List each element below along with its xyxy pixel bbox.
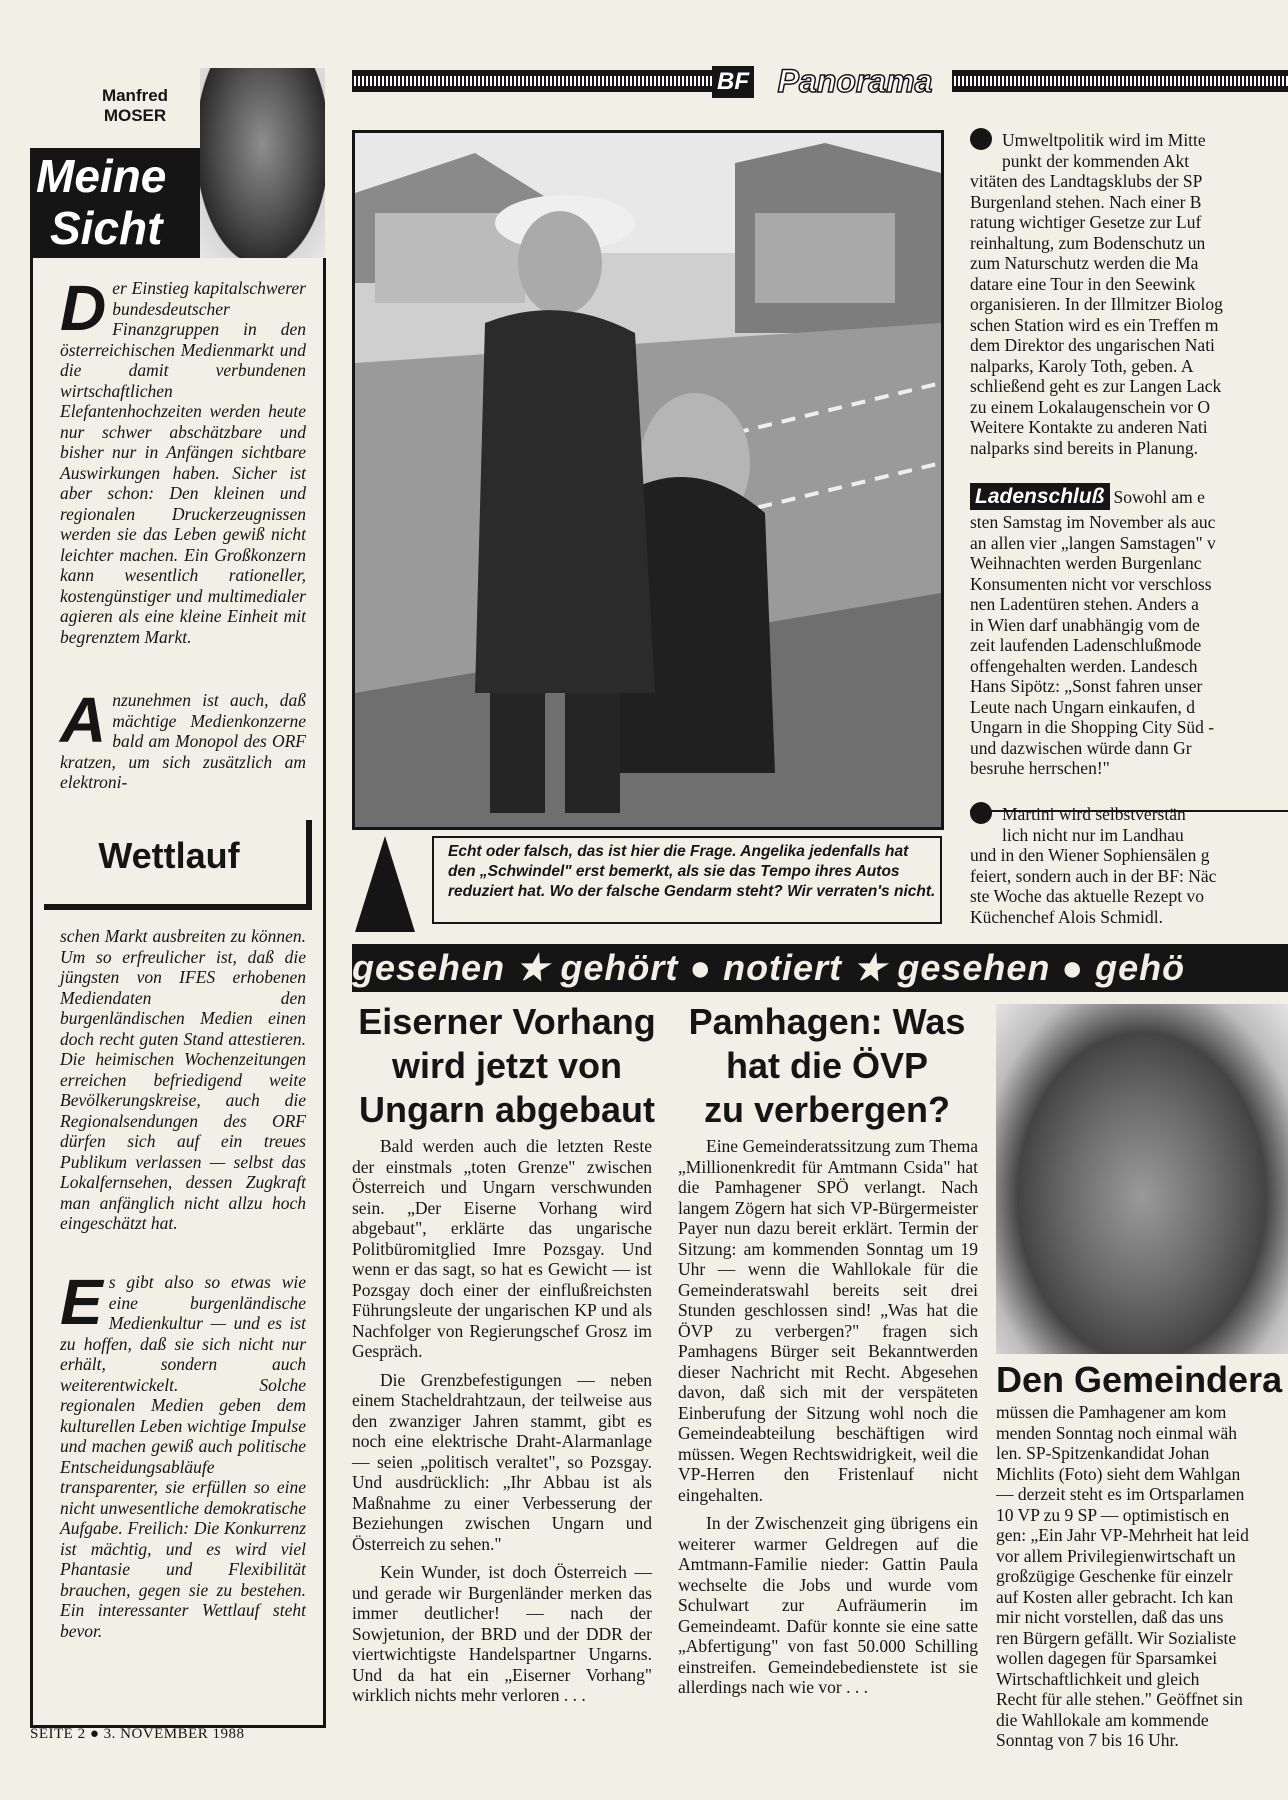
text-line: gen: „Ein Jahr VP-Mehrheit hat leid: [996, 1525, 1249, 1545]
line-text: und dazwischen würde dann Gr: [970, 737, 1192, 758]
text-line: [970, 356, 1288, 377]
text-line: [970, 594, 1288, 615]
article-2-body: Eine Gemeinderatssitzung zum Thema „Millionenkredit für Amtmann Csida" hat die Pamhagener SPÖ verlangt. Nach langem Zögern hat sich VP-Bürgermeister Payer nun dazu bereit erklärt. Termin der Sitzung: am kommenden Sonntag um 19 Uhr — wenn die Wahllokale für die Gemeinderatswahl bereits seit drei Stunden geschlossen sind! „Was hat die ÖVP zu verbergen?" fragen sich Pamhagens Bürger seit Bekanntwerden dieser Nachricht mit Recht. Abgesehen davon, daß sich mit der verspäteten Einberufung der Sitzung wohl noch die Gemeindeabteilung beschäftigen wird müssen. Wegen Rechtswidrigkeit, weil die VP-Herren den Fristenlauf nicht eingehalten. In der Zwischenzeit ging übrigens ein weiterer warmer Geldregen auf die Amtmann-Familie nieder: Gattin Paula wechselte die Jobs und wurde vom Schulwart zur Aufräumerin im Gemeindeamt. Dafür konnte sie eine satte „Abfertigung" von fast 50.000 Schilling einstreifen. Gemeindebedienstete ist sie allerdings nach wie vor . . .: [678, 1136, 978, 1697]
text-line: Wirtschaftlichkeit und gleich: [996, 1668, 1200, 1689]
line-text: an allen vier „langen Samstagen" v: [970, 532, 1216, 553]
text-line: [970, 274, 1288, 295]
text-line: [970, 212, 1288, 233]
article-3-body: [996, 1402, 1288, 1751]
line-text: zum Naturschutz werden die Ma: [970, 253, 1199, 273]
text-line: [970, 533, 1288, 554]
article-1-body: Bald werden auch die letzten Reste der einstmals „toten Grenze" zwischen Österreich und Ungarn verschwunden sein. „Der Eiserne Vorhang wird abgebaut", erklärte das ungarische Politbüromitglied Imre Pozsgay. Und wenn er das sagt, so hat es Gewicht — ist Pozsgay doch einer der einflußreichsten Führungsleute der ungarischen KP und als Nachfolger von Regierungschef Grosz im Gespräch. Die Grenzbefestigungen — neben einem Stacheldrahtzaun, der teilweise aus den zwanziger Jahren stammt, gibt es noch eine elektrische Draht-Alarmanlage — seien „politisch veraltet", so Pozsgay. Und ausdrücklich: „Ihr Abbau ist als Maßnahme zu einer Verbesserung der Beziehungen zwischen Ungarn und Österreich zu sehen." Kein Wunder, ist doch Österreich — und gerade wir Burgenländer merken das immer deutlicher! — nach der Sowjetunion, der BRD und der DDR der viertwichtigste Handelspartner Ungarns. Und da hat ein „Eiserner Vorhang" wirklich nichts mehr verloren . . .: [352, 1136, 652, 1705]
line-text: schließend geht es zur Langen Lack: [970, 376, 1222, 396]
drop-cap: E: [60, 1266, 103, 1338]
text-line: [970, 233, 1288, 254]
news-item-ladenschluss: [970, 482, 1288, 792]
main-photo: [352, 130, 944, 830]
text-line: Sonntag von 7 bis 16 Uhr.: [996, 1730, 1179, 1750]
text-line: [970, 845, 1288, 866]
line-text: punkt der kommenden Akt: [1002, 150, 1190, 171]
photo-caption: Echt oder falsch, das ist hier die Frage. Angelika jedenfalls hat den „Schwindel" erst bemerkt, als sie das Tempo ihres Autos reduziert hat. Wo der falsche Gendarm steht? Wir verraten's nicht.: [448, 843, 936, 900]
text-line: müssen die Pamhagener am kom: [996, 1402, 1227, 1422]
article-1-headline: Eiserner Vorhang wird jetzt von Ungarn abgebaut: [358, 1001, 656, 1130]
line-text: feiert, sondern auch in der BF: Näc: [970, 865, 1217, 886]
line-text: organisieren. In der Illmitzer Biolog: [970, 294, 1223, 314]
text-line: wollen dagegen für Sparsamkei: [996, 1648, 1218, 1668]
text-line: [970, 866, 1288, 887]
author-last-name: MOSER: [103, 106, 167, 125]
text-line: [970, 315, 1288, 336]
text-line: [970, 758, 1288, 779]
text-line: [970, 717, 1288, 738]
text-line: ren Bürgern gefällt. Wir Sozialiste: [996, 1627, 1237, 1648]
text-line: [970, 553, 1288, 574]
ticker-text: gesehen ★ gehört ● notiert ★ gesehen ● gehö: [352, 947, 1186, 988]
column-title: Meine Sicht: [36, 150, 167, 254]
text-line: [970, 128, 1288, 151]
line-text: sten Samstag im November als auc: [970, 512, 1216, 532]
line-text: ratung wichtiger Gesetze zur Luf: [970, 212, 1202, 232]
line-text: Ungarn in die Shopping City Süd -: [970, 717, 1215, 737]
line-text: zu einem Lokalaugenschein vor O: [970, 396, 1211, 417]
header-rule-left: [352, 70, 712, 92]
text-line: len. SP-Spitzenkandidat Johan: [996, 1443, 1210, 1463]
line-text: Burgenland stehen. Nach einer B: [970, 191, 1202, 212]
line-text: Leute nach Ungarn einkaufen, d: [970, 696, 1195, 717]
column-paragraph-4: Es gibt also so etwas wie eine burgenländische Medienkultur — und es ist zu hoffen, daß sie sich nicht nur erhält, sondern auch weiterentwickelt. Solche regionalen Medien geben dem kulturellen Leben wichtige Impulse und machen gewiß auch politische Entscheidungsabläufe transparenter, sie erfüllen so eine nicht unwesentliche demokratische Aufgabe. Freilich: Die Konkurrenz ist mächtig, und es wird viel Phantasie und Flexibilität brauchen, gegen sie zu bestehen. Ein interessanter Wettlauf steht bevor.: [60, 1266, 306, 1641]
bullet-icon: [970, 128, 992, 150]
text-line: auf Kosten aller gebracht. Ich kan: [996, 1586, 1234, 1607]
news-item-martini: [970, 802, 1288, 932]
column-subhead: Wettlauf: [98, 835, 240, 876]
text-line: Recht für alle stehen." Geöffnet sin: [996, 1689, 1243, 1709]
line-text: und in den Wiener Sophiensälen g: [970, 845, 1210, 865]
line-text: Küchenchef Alois Schmidl.: [970, 906, 1163, 927]
text-line: [970, 417, 1288, 438]
line-text: schen Station wird es ein Treffen m: [970, 314, 1219, 335]
header-rule-right: [952, 70, 1288, 92]
article-3-headline: Den Gemeindera: [996, 1359, 1283, 1400]
text-line: [970, 574, 1288, 595]
text-line: großzügige Geschenke für einzelr: [996, 1566, 1233, 1586]
line-text: Konsumenten nicht vor verschloss: [970, 573, 1212, 594]
column-paragraph-1: Der Einstieg kapitalschwerer bundesdeutscher Finanzgruppen in den österreichischen Medienmarkt und die damit verbundenen wirtschaftlichen Elefantenhochzeiten werden heute nur schwer abschätzbare und bisher nur in Anfängen sichtbare Auswirkungen haben. Sicher ist aber schon: Den kleinen und regionalen Druckerzeugnissen werden sie das Leben gewiß nicht leichter machen. Ein Großkonzern kann wesentlich rationeller, kostengünstiger und multimedialer agieren als eine kleine Einheit mit begrenztem Markt.: [60, 272, 306, 647]
line-text: lich nicht nur im Landhau: [1002, 824, 1184, 845]
line-text: Weihnachten werden Burgenlanc: [970, 553, 1202, 573]
text-line: [970, 635, 1288, 656]
text-line: [970, 825, 1288, 846]
text-line: [970, 335, 1288, 356]
author-first-name: Manfred: [101, 86, 169, 105]
bullet-icon: [970, 802, 992, 824]
text-line: [970, 738, 1288, 759]
text-line: [970, 512, 1288, 533]
text-line: mir nicht vorstellen, daß das uns: [996, 1607, 1224, 1627]
line-text: Sowohl am e: [1113, 487, 1205, 507]
section-logo: BF: [712, 66, 754, 98]
drop-cap: D: [60, 272, 107, 344]
text-line: [970, 482, 1288, 512]
column-paragraph-2: Anzunehmen ist auch, daß mächtige Medienkonzerne bald am Monopol des ORF kratzen, um sich zusätzlich am elektroni-: [60, 684, 306, 792]
text-line: [970, 697, 1288, 718]
text-line: menden Sonntag noch einmal wäh: [996, 1422, 1238, 1443]
column-paragraph-3: schen Markt ausbreiten zu können. Um so erfreulicher ist, daß die jüngsten von IFES erhobenen Mediendaten den burgenländischen Medien einen doch recht guten Stand attestieren. Die heimischen Wochenzeitungen erreichen befriedigend weite Bevölkerungskreise, auch die Regionalsendungen des ORF dürfen sich auf ein treues Publikum verlassen — selbst das Lokalfernsehen, dessen Zugkraft man anfänglich nicht allzu hoch eingeschätzt hat.: [60, 926, 306, 1233]
text-line: [970, 376, 1288, 397]
text-line: [970, 656, 1288, 677]
line-text: in Wien darf unabhängig vom de: [970, 614, 1200, 635]
text-line: vor allem Privilegienwirtschaft un: [996, 1545, 1236, 1566]
drop-cap: A: [60, 684, 107, 756]
kicker-label: Ladenschluß: [970, 483, 1110, 510]
line-text: Martini wird selbstverstän: [1002, 804, 1186, 824]
line-text: Weitere Kontakte zu anderen Nati: [970, 417, 1208, 437]
line-text: nen Ladentüren stehen. Anders a: [970, 594, 1199, 614]
text-line: [970, 397, 1288, 418]
text-line: [970, 253, 1288, 274]
text-line: — derzeit steht es im Ortsparlamen: [996, 1484, 1245, 1504]
news-item-umwelt: [970, 128, 1288, 468]
text-line: [970, 192, 1288, 213]
text-line: [970, 907, 1288, 928]
line-text: dem Direktor des ungarischen Nati: [970, 335, 1215, 355]
line-text: Hans Sipötz: „Sonst fahren unser: [970, 676, 1203, 696]
text-line: [970, 294, 1288, 315]
text-line: [970, 171, 1288, 192]
text-line: [970, 438, 1288, 459]
photo-illustration: [355, 133, 941, 827]
text-line: [970, 676, 1288, 697]
text-line: [970, 615, 1288, 636]
line-text: Umweltpolitik wird im Mitte: [1002, 130, 1206, 150]
author-photo: [200, 68, 325, 258]
line-text: vitäten des Landtagsklubs der SP: [970, 171, 1203, 191]
text-line: die Wahllokale am kommende: [996, 1709, 1209, 1730]
line-text: reinhaltung, zum Bodenschutz un: [970, 232, 1206, 253]
caption-pointer: [355, 836, 415, 932]
line-text: zeit laufenden Ladenschlußmode: [970, 635, 1202, 655]
line-text: ste Woche das aktuelle Rezept vo: [970, 886, 1204, 906]
author-byline: [70, 86, 200, 126]
line-text: nalparks, Karoly Toth, geben. A: [970, 355, 1194, 376]
line-text: datare eine Tour in den Seewink: [970, 273, 1196, 294]
section-name: Panorama: [777, 63, 933, 99]
candidate-photo: [996, 1004, 1288, 1354]
line-text: offengehalten werden. Landesch: [970, 655, 1198, 676]
page-footer: SEITE 2 ● 3. NOVEMBER 1988: [30, 1726, 245, 1742]
article-2-headline: Pamhagen: Was hat die ÖVP zu verbergen?: [688, 1001, 966, 1130]
text-line: [970, 802, 1288, 825]
text-line: [970, 886, 1288, 907]
text-line: Michlits (Foto) sieht dem Wahlgan: [996, 1463, 1241, 1484]
text-line: [970, 151, 1288, 172]
line-text: nalparks sind bereits in Planung.: [970, 437, 1198, 458]
right-column-divider: [970, 810, 1288, 812]
text-line: 10 VP zu 9 SP — optimistisch en: [996, 1504, 1230, 1525]
line-text: besruhe herrschen!": [970, 758, 1110, 778]
